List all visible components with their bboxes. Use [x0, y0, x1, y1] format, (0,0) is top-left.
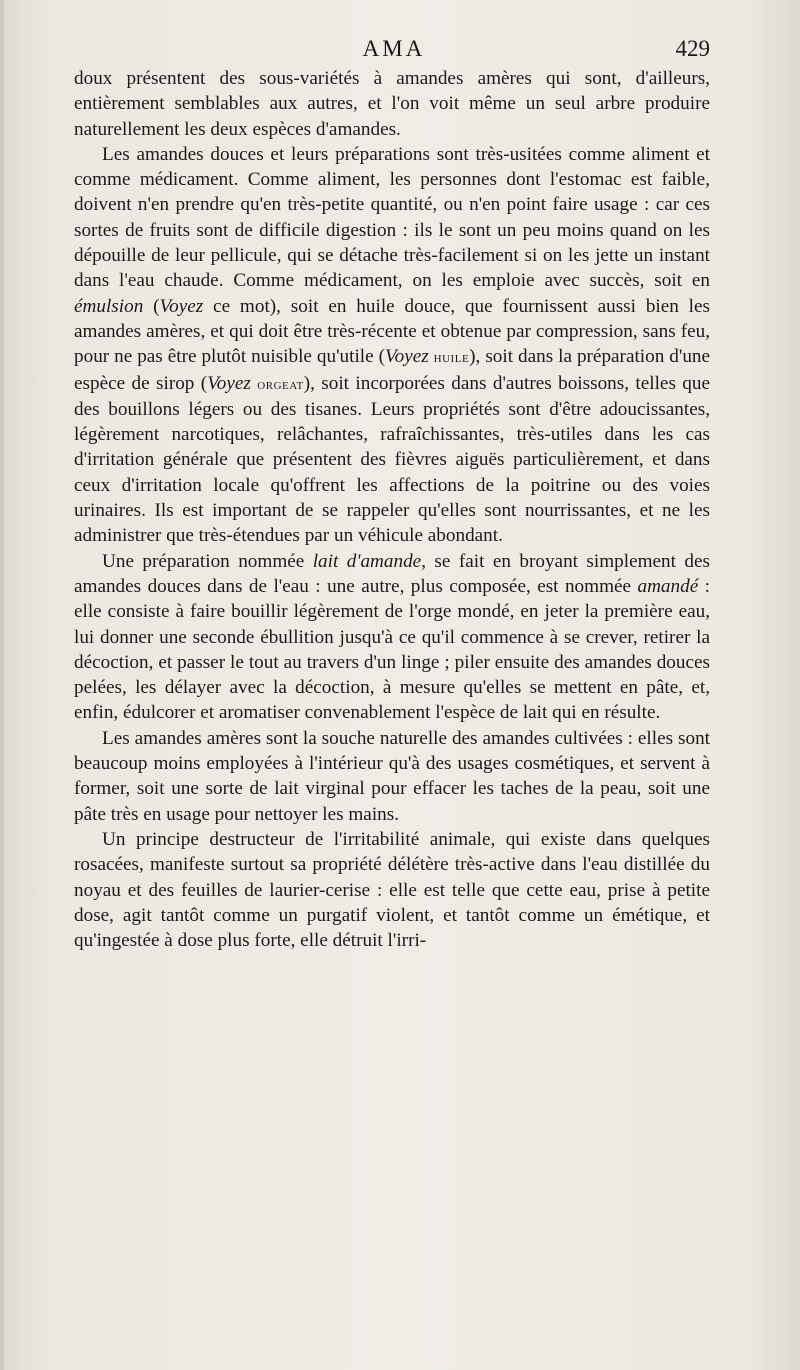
- paragraph-2-text-3: ce mot), soit en huile douce, que fournissent aussi bien les amandes amères, et qui doit être très-récente et obtenue par compression, sans feu, pour ne pas être plutôt nuisible qu'utile (: [74, 295, 710, 368]
- paragraph-2-smallcaps-2: orgeat: [257, 375, 304, 393]
- paragraph-4: Les amandes amères sont la souche naturelle des amandes cultivées : elles sont beaucoup moins employées à l'intérieur qu'à des usages cosmétiques, et servent à former, soit une sorte de lait virginal pour effacer les taches de la peau, soit une pâte très en usage pour nettoyer les mains.: [74, 727, 710, 825]
- paragraph-2-text-5: ), soit incorporées dans d'autres boissons, telles que des bouillons légers ou des tisanes. Leurs propriétés sont d'être adoucissantes, légèrement narcotiques, relâchantes, rafraîchissantes, très-utiles dans les cas d'irritation générale que présentent des fièvres aiguës particulièrement, et dans ceux d'irritation locale qu'offrent les affections de la poitrine ou des voies urinaires. Ils est important de se rappeler qu'elles sont nourrissantes, et ne les administrer que très-étendues par un véhicule abondant.: [74, 372, 711, 547]
- page-edge-shadow: [0, 0, 4, 1370]
- paragraph-3-text-1: Une préparation nommée: [102, 550, 313, 572]
- paragraph-2-text-1: Les amandes douces et leurs préparations sont très-usitées comme aliment et comme médicament. Comme aliment, les personnes dont l'estomac est faible, doivent n'en prendre qu'en très-petite quantité, ou n'en point faire usage : car ces sortes de fruits sont de difficile digestion : ils le sont un peu moins quand on les dépouille de leur pellicule, qui se détache très-facilement si on les jette un instant dans l'eau chaude. Comme médicament, on les emploie avec succès, soit en: [74, 143, 710, 292]
- running-title: AMA: [362, 36, 426, 61]
- paragraph-2-smallcaps-1: huile: [433, 349, 470, 367]
- paragraph-2-italic-2: Voyez: [159, 295, 204, 317]
- paragraph-2-text-2: (: [143, 295, 160, 317]
- page-header: [74, 34, 714, 68]
- paragraph-2: [74, 142, 710, 549]
- paragraph-3-text-3: : elle consiste à faire bouillir légèrement de l'orge mondé, en jeter la première eau, lui donner une seconde ébullition jusqu'à ce qu'il commence à se crever, retirer la décoction, et passer le tout au travers d'un linge ; piler ensuite des amandes douces pelées, les délayer avec la décoction, à mesure qu'elles se mettent en pâte, et, enfin, édulcorer et aromatiser convenablement l'espèce de lait qui en résulte.: [74, 575, 710, 724]
- page-body: [74, 66, 710, 953]
- paragraph-3-italic-1: lait d'amande: [312, 550, 422, 572]
- paragraph-1: doux présentent des sous-variétés à amandes amères qui sont, d'ailleurs, entièrement semblables aux autres, et l'on voit même un seul arbre produire naturellement les deux espèces d'amandes.: [74, 68, 710, 140]
- paragraph-5: Un principe destructeur de l'irritabilité animale, qui existe dans quelques rosacées, manifeste surtout sa propriété délétère très-active dans l'eau distillée du noyau et des feuilles de laurier-cerise : elle est telle que cette eau, prise à petite dose, agit tantôt comme un purgatif violent, et tantôt comme un émétique, et qu'ingestée à dose plus forte, elle détruit l'irri-: [74, 828, 710, 952]
- paragraph-3-italic-2: amandé: [637, 575, 699, 597]
- paragraph-2-italic-3: Voyez: [385, 346, 429, 368]
- paragraph-2-italic-4: Voyez: [207, 372, 251, 394]
- paragraph-2-italic-1: émulsion: [74, 295, 144, 317]
- page-number: 429: [675, 36, 710, 61]
- paragraph-3-text-2: , se fait en broyant simplement des amandes douces dans de l'eau : une autre, plus composée, est nommée: [74, 550, 710, 597]
- paragraph-3: [74, 549, 710, 726]
- paragraph-2-text-4: ), soit dans la préparation d'une espèce de sirop (: [74, 346, 711, 394]
